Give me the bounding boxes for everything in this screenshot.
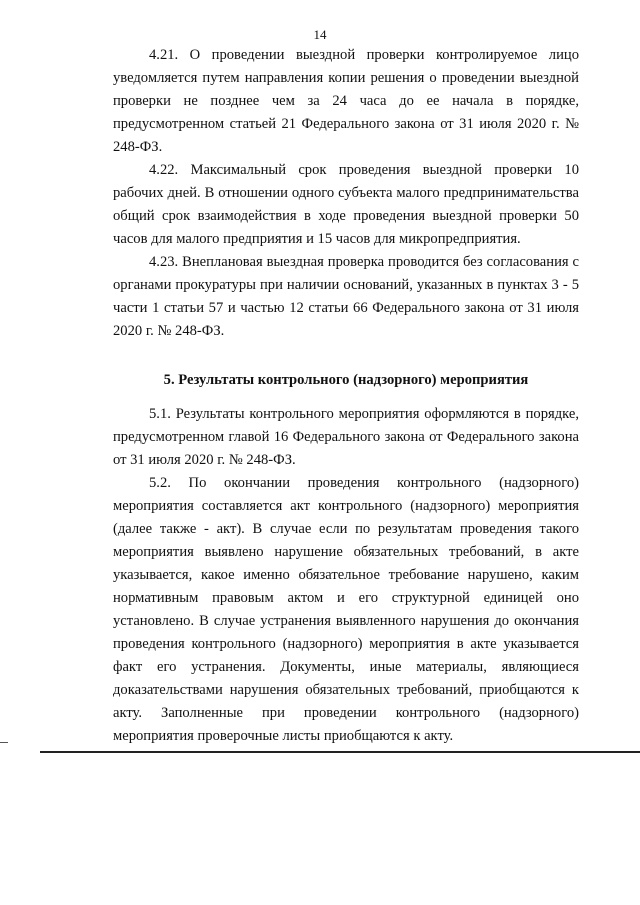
paragraph-4-22: 4.22. Максимальный срок проведения выездной проверки 10 рабочих дней. В отношении одного субъекта малого предпринимательства общий срок взаимодействия в ходе проведения выездной проверки 50 часов для малого предприятия и 15 часов для микропредприятия. <box>113 162 579 247</box>
paragraph-4-21: 4.21. О проведении выездной проверки контролируемое лицо уведомляется путем направления копии решения о проведении выездной проверки не позднее чем за 24 часа до ее начала в порядке, предусмотренном статьей 21 Федерального закона от 31 июля 2020 г. № 248-ФЗ. <box>113 47 579 155</box>
scan-edge-mark <box>0 742 8 743</box>
page-bottom-rule <box>40 751 640 753</box>
paragraph-5-1: 5.1. Результаты контрольного мероприятия оформляются в порядке, предусмотренном главой 16 Федерального закона от Федерального закона от 31 июля 2020 г. № 248-ФЗ. <box>113 406 579 468</box>
paragraph-4-23: 4.23. Внеплановая выездная проверка проводится без согласования с органами прокуратуры при наличии оснований, указанных в пунктах 3 - 5 части 1 статьи 57 и частью 12 статьи 66 Федерального закона от 31 июля 2020 г. № 248-ФЗ. <box>113 254 579 339</box>
section-heading: 5. Результаты контрольного (надзорного) мероприятия <box>163 372 529 388</box>
document-body <box>113 44 579 748</box>
page-number: 14 <box>313 27 327 42</box>
paragraph-5-2: 5.2. По окончании проведения контрольного (надзорного) мероприятия составляется акт контрольного (надзорного) мероприятия (далее также - акт). В случае если по результатам проведения такого мероприятия выявлено нарушение обязательных требований, в акте указывается, какое именно обязательное требование нарушено, каким нормативным правовым актом и его структурной единицей оно установлено. В случае устранения выявленного нарушения до окончания проведения контрольного (надзорного) мероприятия в акте указывается факт его устранения. Документы, иные материалы, являющиеся доказательствами нарушения обязательных требований, приобщаются к акту. Заполненные при проведении контрольного (надзорного) мероприятия проверочные листы приобщаются к акту. <box>113 475 579 744</box>
